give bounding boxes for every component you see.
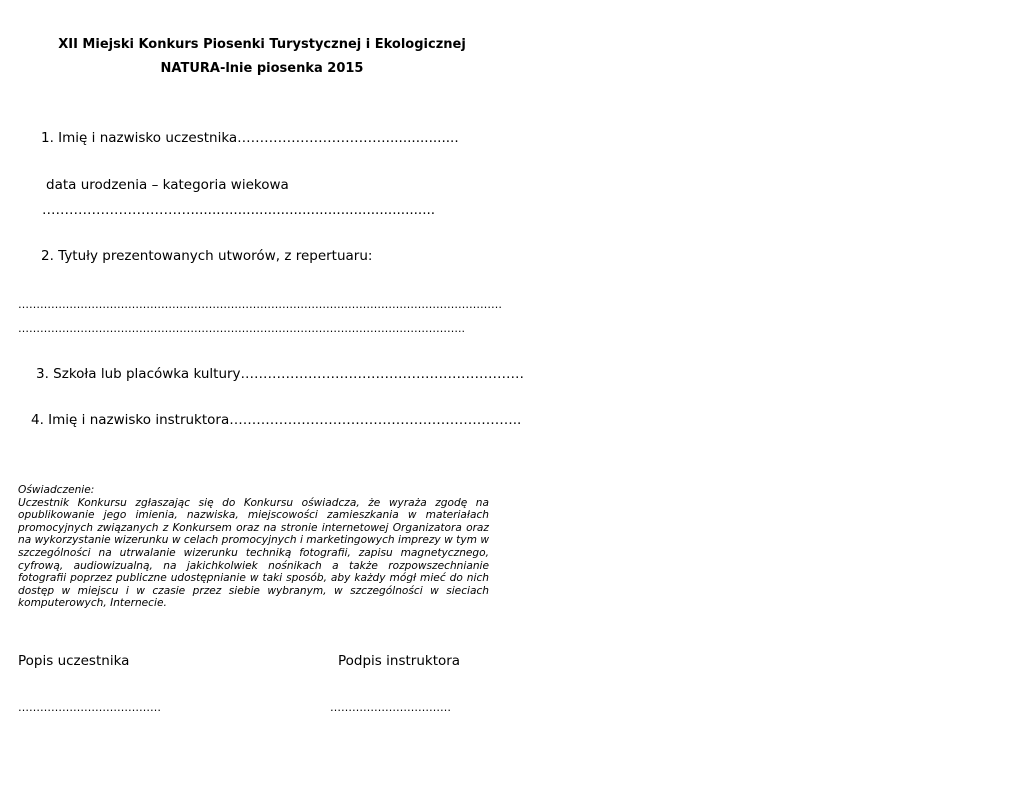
repertoire-label: 2. Tytuły prezentowanych utworów, z repertuaru:: [41, 248, 373, 264]
declaration: [18, 484, 489, 610]
participant-signature-line: …………………………………: [18, 701, 161, 714]
school-field: 3. Szkoła lub placówka kultury………………………………………………………: [36, 366, 525, 382]
birth-date-label: data urodzenia – kategoria wiekowa: [46, 177, 289, 193]
participant-name-field: 1. Imię i nazwisko uczestnika…………………………….................: [41, 130, 459, 146]
instructor-signature-label: Podpis instruktora: [338, 653, 461, 669]
declaration-label: Oświadczenie:: [18, 484, 95, 496]
repertoire-line-2: …………………………………………………………………………………………………………..: [18, 322, 465, 335]
repertoire-line-1: ……………………………………………………………………………………………………………………: [18, 298, 502, 311]
birth-date-field: …………………………….........................................................: [42, 202, 436, 218]
instructor-name-field: 4. Imię i nazwisko instruktora………………………………………………………..: [31, 412, 522, 428]
participant-signature-label: Popis uczestnika: [18, 653, 130, 669]
page-subtitle: NATURA-lnie piosenka 2015: [160, 61, 364, 76]
page-title: XII Miejski Konkurs Piosenki Turystycznej i Ekologicznej: [58, 37, 466, 52]
instructor-signature-line: ……………………………: [330, 701, 451, 714]
declaration-text: Uczestnik Konkursu zgłaszając się do Konkursu oświadcza, że wyraża zgodę na opublikowanie jego imienia, nazwiska, miejscowości zamieszkania w materiałach promocyjnych związanych z Konkursem oraz na stronie internetowej Organizatora oraz na wykorzystanie wizerunku w celach promocyjnych i marketingowych imprezy w tym w szczególności na utrwalanie wizerunku techniką fotografii, zapisu magnetycznego, cyfrową, audiowizualną, na jakichkolwiek nośnikach a także rozpowszechnianie fotografii poprzez publiczne udostępnianie w taki sposób, aby każdy mógł mieć do nich dostęp w miejscu i w czasie przez siebie wybranym, w szczególności w sieciach komputerowych, Internecie.: [18, 496, 489, 610]
